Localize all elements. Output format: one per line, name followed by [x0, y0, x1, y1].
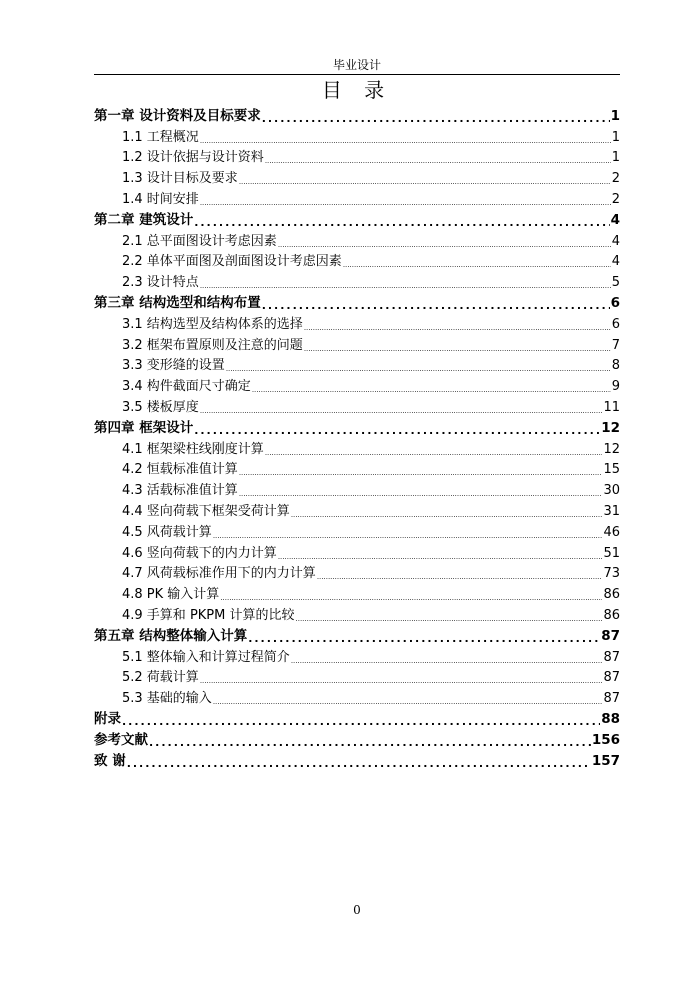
toc-section-entry[interactable] — [94, 686, 620, 707]
toc-section-entry[interactable] — [94, 354, 620, 375]
toc-section-entry[interactable] — [94, 562, 620, 583]
toc-leader-dots — [226, 364, 611, 374]
toc-leader-dots — [248, 632, 600, 645]
toc-entry-label: 4.4 竖向荷载下框架受荷计算 — [122, 503, 290, 519]
toc-leader-dots — [265, 448, 603, 458]
toc-entry-page: 8 — [611, 358, 620, 374]
toc-leader-dots — [200, 198, 611, 208]
toc-entry-label: 1.1 工程概况 — [122, 129, 199, 145]
toc-entry-label: 第二章 建筑设计 — [94, 211, 194, 228]
toc-section-entry[interactable] — [94, 146, 620, 167]
toc-leader-dots — [213, 697, 603, 707]
toc-section-entry[interactable] — [94, 125, 620, 146]
toc-entry-page: 1 — [611, 129, 620, 145]
toc-entry-page: 4 — [611, 254, 620, 270]
page-number: 0 — [353, 903, 361, 917]
toc-entry-page: 9 — [611, 379, 620, 395]
toc-entry-page: 4 — [610, 211, 620, 228]
toc-leader-dots — [127, 757, 591, 770]
toc-entry-page: 6 — [610, 294, 620, 311]
toc-chapter-entry[interactable] — [94, 104, 620, 125]
toc-entry-label: 4.6 竖向荷载下的内力计算 — [122, 545, 277, 561]
toc-entry-page: 87 — [603, 649, 620, 665]
toc-section-entry[interactable] — [94, 395, 620, 416]
toc-entry-page: 12 — [603, 441, 620, 457]
toc-section-entry[interactable] — [94, 166, 620, 187]
toc-entry-label: 致 谢 — [94, 752, 126, 769]
toc-leader-dots — [304, 323, 611, 333]
toc-section-entry[interactable] — [94, 478, 620, 499]
toc-leader-dots — [343, 260, 611, 270]
toc-entry-label: 4.8 PK 输入计算 — [122, 587, 220, 603]
toc-entry-label: 4.7 风荷载标准作用下的内力计算 — [122, 566, 316, 582]
toc-leader-dots — [265, 156, 611, 166]
toc-section-entry[interactable] — [94, 187, 620, 208]
toc-entry-label: 3.4 构件截面尺寸确定 — [122, 379, 251, 395]
toc-section-entry[interactable] — [94, 541, 620, 562]
toc-entry-label: 第一章 设计资料及目标要求 — [94, 107, 261, 124]
toc-entry-label: 3.3 变形缝的设置 — [122, 358, 225, 374]
toc-entry-page: 11 — [603, 399, 620, 415]
toc-entry-page: 15 — [603, 462, 620, 478]
toc-entry-label: 5.1 整体输入和计算过程简介 — [122, 649, 290, 665]
toc-section-entry[interactable] — [94, 374, 620, 395]
toc-entry-page: 51 — [603, 545, 620, 561]
toc-title: 目 录 — [321, 78, 393, 102]
table-of-contents — [94, 104, 620, 770]
toc-entry-label: 参考文献 — [94, 731, 148, 748]
toc-leader-dots — [278, 552, 603, 562]
toc-leader-dots — [239, 468, 603, 478]
toc-leader-dots — [278, 240, 611, 250]
toc-entry-label: 5.3 基础的输入 — [122, 691, 212, 707]
toc-section-entry[interactable] — [94, 666, 620, 687]
toc-chapter-entry[interactable] — [94, 707, 620, 728]
toc-section-entry[interactable] — [94, 333, 620, 354]
toc-leader-dots — [239, 489, 603, 499]
toc-entry-page: 31 — [603, 503, 620, 519]
toc-entry-label: 3.2 框架布置原则及注意的问题 — [122, 337, 303, 353]
toc-section-entry[interactable] — [94, 270, 620, 291]
toc-section-entry[interactable] — [94, 645, 620, 666]
toc-entry-page: 156 — [591, 731, 620, 748]
toc-leader-dots — [291, 656, 603, 666]
toc-entry-label: 2.2 单体平面图及剖面图设计考虑因素 — [122, 254, 342, 270]
toc-entry-page: 73 — [603, 566, 620, 582]
toc-entry-label: 4.3 活载标准值计算 — [122, 483, 238, 499]
toc-leader-dots — [296, 614, 603, 624]
toc-chapter-entry[interactable] — [94, 728, 620, 749]
toc-entry-page: 2 — [611, 171, 620, 187]
toc-leader-dots — [239, 177, 611, 187]
toc-entry-label: 4.9 手算和 PKPM 计算的比较 — [122, 607, 295, 623]
toc-leader-dots — [122, 715, 600, 728]
toc-leader-dots — [213, 531, 603, 541]
toc-chapter-entry[interactable] — [94, 624, 620, 645]
toc-entry-label: 3.5 楼板厚度 — [122, 399, 199, 415]
toc-section-entry[interactable] — [94, 458, 620, 479]
toc-entry-page: 87 — [603, 670, 620, 686]
toc-entry-page: 86 — [603, 607, 620, 623]
toc-chapter-entry[interactable] — [94, 291, 620, 312]
toc-entry-label: 1.2 设计依据与设计资料 — [122, 150, 264, 166]
toc-leader-dots — [194, 424, 600, 437]
toc-entry-page: 6 — [611, 316, 620, 332]
toc-section-entry[interactable] — [94, 229, 620, 250]
toc-entry-label: 2.1 总平面图设计考虑因素 — [122, 233, 277, 249]
toc-section-entry[interactable] — [94, 437, 620, 458]
toc-section-entry[interactable] — [94, 250, 620, 271]
toc-leader-dots — [200, 406, 603, 416]
toc-section-entry[interactable] — [94, 312, 620, 333]
toc-section-entry[interactable] — [94, 582, 620, 603]
toc-leader-dots — [200, 676, 603, 686]
toc-entry-page: 88 — [601, 710, 620, 727]
toc-entry-page: 4 — [611, 233, 620, 249]
toc-entry-page: 2 — [611, 191, 620, 207]
toc-leader-dots — [252, 385, 611, 395]
toc-leader-dots — [200, 281, 611, 291]
toc-section-entry[interactable] — [94, 499, 620, 520]
toc-entry-page: 30 — [603, 483, 620, 499]
toc-leader-dots — [291, 510, 603, 520]
toc-entry-page: 5 — [611, 275, 620, 291]
toc-entry-page: 1 — [610, 107, 620, 124]
page-header: 毕业设计 — [94, 57, 620, 75]
toc-entry-label: 附录 — [94, 710, 121, 727]
toc-section-entry[interactable] — [94, 520, 620, 541]
toc-entry-label: 第五章 结构整体输入计算 — [94, 627, 248, 644]
toc-leader-dots — [262, 112, 610, 125]
toc-entry-label: 1.3 设计目标及要求 — [122, 171, 238, 187]
toc-entry-label: 4.1 框架梁柱线刚度计算 — [122, 441, 264, 457]
toc-entry-page: 1 — [611, 150, 620, 166]
toc-entry-label: 4.2 恒载标准值计算 — [122, 462, 238, 478]
toc-entry-label: 5.2 荷载计算 — [122, 670, 199, 686]
toc-entry-page: 46 — [603, 524, 620, 540]
toc-leader-dots — [149, 736, 591, 749]
toc-entry-label: 3.1 结构选型及结构体系的选择 — [122, 316, 303, 332]
toc-leader-dots — [304, 344, 611, 354]
toc-entry-page: 157 — [591, 752, 620, 769]
toc-entry-label: 2.3 设计特点 — [122, 275, 199, 291]
toc-chapter-entry[interactable] — [94, 416, 620, 437]
toc-leader-dots — [262, 299, 610, 312]
toc-leader-dots — [194, 216, 609, 229]
toc-entry-page: 86 — [603, 587, 620, 603]
toc-section-entry[interactable] — [94, 603, 620, 624]
toc-entry-label: 第三章 结构选型和结构布置 — [94, 294, 261, 311]
toc-leader-dots — [200, 136, 611, 146]
toc-entry-page: 7 — [611, 337, 620, 353]
toc-entry-label: 1.4 时间安排 — [122, 191, 199, 207]
toc-leader-dots — [317, 572, 603, 582]
toc-entry-label: 第四章 框架设计 — [94, 419, 194, 436]
toc-entry-page: 87 — [601, 627, 620, 644]
toc-chapter-entry[interactable] — [94, 749, 620, 770]
toc-leader-dots — [220, 593, 602, 603]
toc-entry-page: 12 — [601, 419, 620, 436]
toc-entry-page: 87 — [603, 691, 620, 707]
toc-chapter-entry[interactable] — [94, 208, 620, 229]
toc-entry-label: 4.5 风荷载计算 — [122, 524, 212, 540]
